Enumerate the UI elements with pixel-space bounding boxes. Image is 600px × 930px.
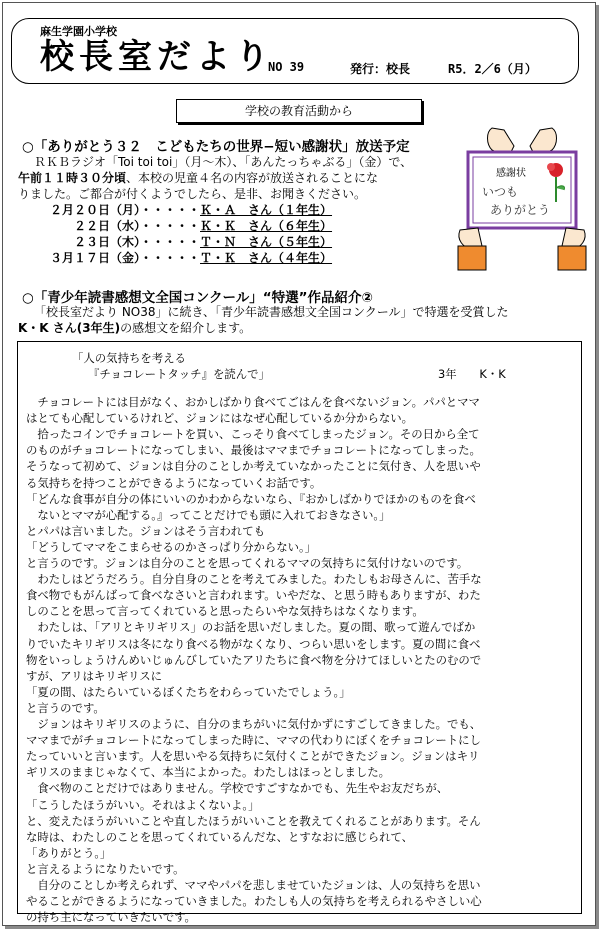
thank-you-card-illustration — [452, 122, 594, 272]
essay-line: の持ち主になっていきたいです。 — [26, 910, 196, 925]
essay-line: 「どんな食事が自分の体にいいのかわからないなら、『おかしばかりでほかのものを食べ — [26, 491, 476, 506]
essay-title-line2: 『チョコレートタッチ』を読んで」 — [88, 367, 270, 381]
essay-line: しのことを思って言ってくれていると思ったらいやな気持ちはなくなります。 — [26, 604, 424, 619]
essay-line: る気持ちを持つことができるようになっていくお話です。 — [26, 475, 322, 490]
essay-line: そうなって初めて、ジョンは自分のことしか考えていなかったことに気付き、人を思いや — [26, 459, 481, 474]
school-name: 麻生学園小学校 — [40, 25, 117, 38]
schedule-item: ２２日（水）・・・・・Ｋ・Ｋ さん（６年生） — [50, 219, 333, 233]
essay-line: 自分のことしか考えられず、ママやパパを悲しませていたジョンは、人の気持ちを思い — [26, 878, 481, 892]
essay-line: 「夏の間、はたらいているぼくたちをわらっていたでしょう。」 — [26, 684, 351, 699]
essay-line: りでいたキリギリスは冬になり食べる物がなくなり、つらい思いをします。夏の間に食べ — [26, 636, 481, 651]
schedule-item: ３月１７日（金）・・・・・Ｔ・Ｋ さん（４年生） — [50, 251, 333, 265]
article1-line2 — [18, 171, 378, 186]
card-line1: いつも — [482, 185, 519, 199]
essay-line: わたしは、「アリとキリギリス」のお話を思いだしました。夏の間、歌って遊んでばか — [26, 620, 476, 635]
essay-line: ジョンはキリギリスのように、自分のまちがいに気付かずにすごしてきました。でも、 — [26, 717, 482, 731]
article1-line1: ＲＫＢラジオ「Toi toi toi」（月〜木）、「あんたっちゃぶる」（金）で、 — [34, 155, 413, 169]
essay-line: とパパは言いました。ジョンはそう言われても — [26, 523, 265, 538]
article2-heading: ○「青少年読書感想文全国コンクール」“特選”作品紹介② — [22, 290, 373, 306]
essay-line: 「どうしてママをこまらせるのかさっぱり分からない。」 — [26, 539, 317, 554]
essay-author: 3年 K・K — [438, 367, 506, 381]
essay-line: はとても心配しているけれど、ジョンにはなぜ心配しているか分からない。 — [26, 411, 414, 426]
article1-line3: りました。ご都合が付くようでしたら、是非、お聞きください。 — [18, 187, 367, 201]
essay-line: わたしはどうだろう。自分自身のことを考えてみました。わたしもお母さんに、苦手な — [26, 572, 482, 587]
essay-line: な時は、わたしのことを思ってくれているんだな、とすなおに感じられて、 — [26, 829, 414, 844]
schedule-item: ２３日（木）・・・・・Ｔ・Ｎ さん（５年生） — [50, 235, 333, 249]
issue-number: NO 39 — [268, 60, 305, 74]
essay-line: 物をいっしょうけんめいじゅんびしていたアリたちに食べ物を分けてほしいとたのむので — [26, 652, 482, 667]
essay-line: ママまでがチョコレートになってしまった時に、ママの代わりにぼくをチョコレートにし — [26, 733, 481, 748]
essay-line: と言うのです。 — [26, 700, 105, 715]
card-small-text: 感謝状 — [496, 168, 526, 179]
schedule-item: ２月２０日（月）・・・・・Ｋ・Ａ さん（１年生） — [50, 203, 333, 217]
essay-line: 食べ物でもがんばって食べなさいと言われます。いやだな、と思う時もありますが、わた — [26, 588, 481, 603]
essay-line: 拾ったコインでチョコレートを買い、こっそり食べてしまったジョン。その日から全て — [26, 427, 480, 442]
article1-line2-rest: 、本校の児童４名の内容が放送されることにな — [126, 171, 379, 185]
essay-line: ギリスのままじゃなくて、本当によかった。わたしはほっとしました。 — [26, 765, 391, 780]
article2-line2 — [18, 321, 251, 336]
essay-title-line1: 「人の気持ちを考える — [72, 351, 186, 365]
essay-line: 「こうしたほうがいい。それはよくないよ。」 — [26, 797, 260, 812]
essay-line: チョコレートには目がなく、おかしばかり食べてごはんを食べないジョン。パパとママ — [26, 395, 480, 409]
article1-heading: ○「ありがとう３２ こどもたちの世界−短い感謝状」放送予定 — [22, 139, 410, 155]
issue-date: R5．2／6（月） — [448, 62, 537, 76]
essay-box — [17, 341, 582, 925]
essay-line: ないとママが心配する。』ってことだけでも頭に入れておきなさい。」 — [26, 507, 391, 522]
article2-line1: 「校長室だより NO38」に続き、「青少年読書感想文全国コンクール」で特選を受賞した — [34, 305, 509, 319]
essay-line: たっていいと言います。人を思いやる気持ちに気付くことができたジョン。ジョンはキリ — [26, 749, 480, 764]
newsletter-title: 校長室だより — [40, 37, 274, 77]
essay-line: すが、アリはキリギリスに — [26, 668, 163, 683]
essay-line: と言えるようになりたいです。 — [26, 861, 185, 876]
publisher: 発行：校長 — [350, 62, 411, 76]
essay-line: のものがチョコレートになってしまい、最後はママまでチョコレートになってしまった。 — [26, 443, 481, 458]
student-name: K・K さん(3年生) — [18, 321, 121, 335]
essay-line: と言うのです。ジョンは自分のことを思ってくれるママの気持ちに気付けないのです。 — [26, 556, 469, 570]
card-line2: ありがとう — [490, 203, 551, 217]
essay-line: 食べ物のことだけではありません。学校ですごすなかでも、先生やお友だちが、 — [26, 781, 449, 796]
article2-line2-rest: の感想文を紹介します。 — [120, 321, 252, 335]
essay-line: やることができるようになっていきました。わたしも人の気持ちを考えられるやさしい心 — [26, 894, 482, 909]
essay-line: と、変えたほうがいいことや直したほうがいいことを教えてくれることがあります。そん — [26, 813, 481, 828]
section-title: 学校の教育活動から — [176, 99, 422, 123]
broadcast-time: 午前１１時３０分頃 — [18, 171, 127, 185]
essay-line: 「ありがとう。」 — [26, 845, 112, 860]
